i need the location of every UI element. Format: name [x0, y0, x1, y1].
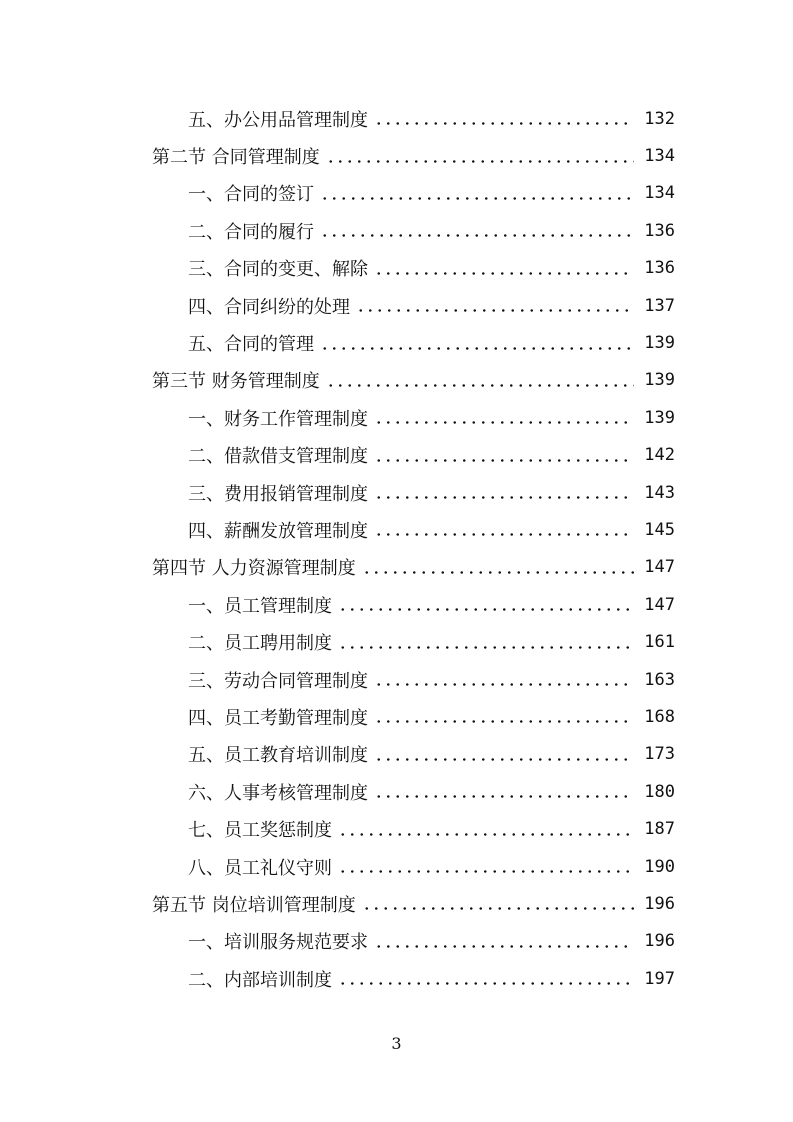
toc-entry-label: 一、合同的签订 — [188, 184, 314, 206]
toc-entry-label: 二、借款借支管理制度 — [188, 446, 368, 468]
toc-entry-label: 三、合同的变更、解除 — [188, 259, 368, 281]
toc-entry-page: 142 — [644, 445, 675, 466]
dot-leader — [374, 720, 634, 723]
table-of-contents — [152, 100, 675, 997]
toc-entry-label: 第五节 岗位培训管理制度 — [152, 894, 356, 916]
toc-entry-page: 147 — [644, 557, 675, 578]
toc-entry-label: 八、员工礼仪守则 — [188, 857, 332, 879]
dot-leader — [374, 421, 634, 424]
toc-entry[interactable] — [152, 698, 675, 735]
dot-leader — [374, 945, 634, 948]
toc-entry[interactable] — [152, 960, 675, 997]
dot-leader — [362, 907, 635, 910]
toc-entry-page: 139 — [644, 407, 675, 428]
toc-entry-page: 137 — [644, 295, 675, 316]
dot-leader — [338, 608, 634, 611]
toc-entry[interactable] — [152, 212, 675, 249]
toc-entry[interactable] — [152, 287, 675, 324]
dot-leader — [374, 122, 634, 125]
dot-leader — [356, 309, 634, 312]
toc-entry-page: 161 — [644, 632, 675, 653]
toc-entry-page: 143 — [644, 482, 675, 503]
toc-entry-page: 145 — [644, 519, 675, 540]
page-number: 3 — [391, 1034, 402, 1053]
dot-leader — [320, 234, 634, 237]
dot-leader — [374, 459, 634, 462]
dot-leader — [320, 347, 634, 350]
toc-entry-page: 173 — [644, 744, 675, 765]
toc-entry-page: 139 — [644, 370, 675, 391]
dot-leader — [374, 683, 634, 686]
toc-entry[interactable] — [152, 923, 675, 960]
toc-entry-page: 197 — [644, 968, 675, 989]
toc-entry[interactable] — [152, 399, 675, 436]
toc-entry-label: 二、内部培训制度 — [188, 969, 332, 991]
toc-entry-label: 六、人事考核管理制度 — [188, 782, 368, 804]
toc-entry-page: 139 — [644, 333, 675, 354]
toc-entry-label: 二、合同的履行 — [188, 221, 314, 243]
toc-entry-page: 132 — [644, 108, 675, 129]
toc-entry-page: 134 — [644, 183, 675, 204]
toc-entry[interactable] — [152, 736, 675, 773]
toc-entry-page: 134 — [644, 146, 675, 167]
toc-entry[interactable] — [152, 848, 675, 885]
toc-entry-page: 190 — [644, 856, 675, 877]
toc-entry-label: 一、培训服务规范要求 — [188, 932, 368, 954]
toc-entry-label: 五、办公用品管理制度 — [188, 109, 368, 131]
dot-leader — [320, 197, 634, 200]
toc-entry[interactable] — [152, 137, 675, 174]
dot-leader — [326, 160, 635, 163]
toc-entry-page: 196 — [644, 931, 675, 952]
toc-entry-page: 136 — [644, 258, 675, 279]
dot-leader — [362, 571, 635, 574]
dot-leader — [374, 533, 634, 536]
toc-entry-page: 168 — [644, 706, 675, 727]
dot-leader — [374, 272, 634, 275]
toc-entry[interactable] — [152, 885, 675, 922]
toc-entry-label: 二、员工聘用制度 — [188, 633, 332, 655]
toc-entry[interactable] — [152, 100, 675, 137]
toc-entry-label: 三、劳动合同管理制度 — [188, 670, 368, 692]
dot-leader — [338, 870, 634, 873]
toc-entry-label: 七、员工奖惩制度 — [188, 820, 332, 842]
toc-entry-label: 第三节 财务管理制度 — [152, 371, 320, 393]
toc-entry-label: 三、费用报销管理制度 — [188, 483, 368, 505]
toc-entry[interactable] — [152, 175, 675, 212]
toc-entry[interactable] — [152, 586, 675, 623]
toc-entry-label: 五、合同的管理 — [188, 334, 314, 356]
toc-entry-label: 五、员工教育培训制度 — [188, 745, 368, 767]
dot-leader — [338, 646, 634, 649]
toc-entry[interactable] — [152, 474, 675, 511]
toc-entry[interactable] — [152, 362, 675, 399]
dot-leader — [374, 795, 634, 798]
toc-entry[interactable] — [152, 324, 675, 361]
toc-entry-page: 187 — [644, 819, 675, 840]
toc-entry-page: 196 — [644, 893, 675, 914]
toc-entry-page: 147 — [644, 594, 675, 615]
dot-leader — [338, 833, 634, 836]
toc-entry-label: 第二节 合同管理制度 — [152, 147, 320, 169]
toc-entry[interactable] — [152, 511, 675, 548]
toc-entry-label: 一、财务工作管理制度 — [188, 408, 368, 430]
toc-entry-label: 四、合同纠纷的处理 — [188, 296, 350, 318]
toc-entry[interactable] — [152, 623, 675, 660]
toc-entry[interactable] — [152, 549, 675, 586]
dot-leader — [374, 758, 634, 761]
toc-entry-page: 136 — [644, 220, 675, 241]
toc-entry-label: 四、薪酬发放管理制度 — [188, 520, 368, 542]
toc-entry-label: 一、员工管理制度 — [188, 595, 332, 617]
toc-entry-label: 四、员工考勤管理制度 — [188, 707, 368, 729]
toc-entry[interactable] — [152, 773, 675, 810]
toc-entry[interactable] — [152, 810, 675, 847]
dot-leader — [374, 496, 634, 499]
toc-entry-page: 163 — [644, 669, 675, 690]
toc-entry[interactable] — [152, 661, 675, 698]
toc-entry-page: 180 — [644, 781, 675, 802]
dot-leader — [338, 982, 634, 985]
dot-leader — [326, 384, 635, 387]
toc-entry-label: 第四节 人力资源管理制度 — [152, 558, 356, 580]
toc-entry[interactable] — [152, 250, 675, 287]
toc-entry[interactable] — [152, 437, 675, 474]
